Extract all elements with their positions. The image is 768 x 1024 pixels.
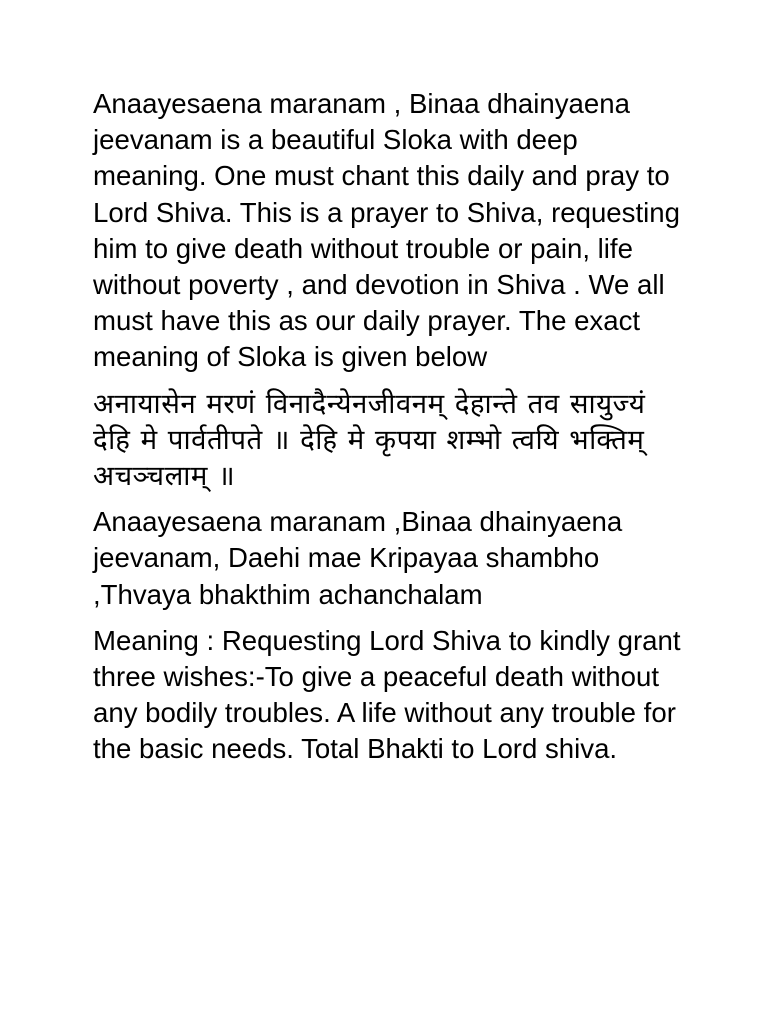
intro-paragraph: Anaayesaena maranam , Binaa dhainyaena jeevanam is a beautiful Sloka with deep meaning. One must chant this daily and pray to Lord Shiva. This is a prayer to Shiva, requesting him to give death without trouble or pain, life without poverty , and devotion in Shiva . We all must have this as our daily prayer. The exact meaning of Sloka is given below (93, 88, 680, 373)
document-page (93, 86, 693, 778)
transliteration-paragraph: Anaayesaena maranam ,Binaa dhainyaena jeevanam, Daehi mae Kripayaa shambho ,Thvaya bhakthim achanchalam (93, 506, 623, 610)
meaning-paragraph: Meaning : Requesting Lord Shiva to kindly grant three wishes:-To give a peaceful death without any bodily troubles. A life without any trouble for the basic needs. Total Bhakti to Lord shiva. (93, 624, 681, 765)
sloka-script-paragraph: अनायासेन मरणं विनादैन्येनजीवनम् देहान्ते तव सायुज्यं देहि मे पार्वतीपते ॥ देहि मे कृपया शम्भो त्वयि भक्तिम् अचञ्चलाम् ॥ (93, 387, 646, 492)
